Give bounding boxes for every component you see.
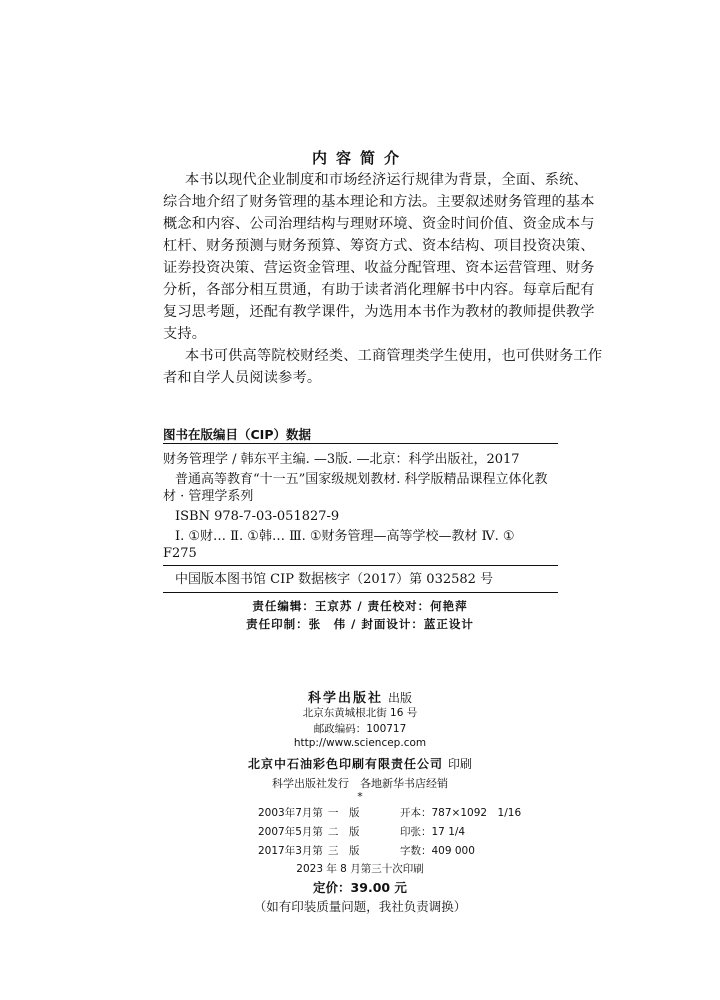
- publisher-suffix: 出版: [388, 691, 413, 705]
- synopsis-line: 本书以现代企业制度和市场经济运行规律为背景，全面、系统、: [185, 172, 588, 188]
- cip-heading: 图书在版编目（CIP）数据: [163, 427, 311, 442]
- publisher-website: http://www.sciencep.com: [293, 737, 427, 749]
- edition-date: 2017年3月第: [258, 845, 323, 857]
- separator-star: *: [357, 790, 363, 803]
- cip-isbn: ISBN 978-7-03-051827-9: [175, 509, 340, 524]
- price: 定价：39.00 元: [313, 880, 407, 895]
- publisher-name: 科学出版社: [307, 691, 383, 706]
- edition-spec: 印张：17 1/4: [400, 826, 466, 838]
- printer-suffix: 印刷: [448, 757, 473, 771]
- distribution-line: 科学出版社发行 各地新华书店经销: [272, 777, 448, 790]
- edition-number: 三 版: [328, 845, 360, 857]
- cip-title-line: 财务管理学 / 韩东平主编. —3版. —北京：科学出版社，2017: [163, 452, 520, 467]
- cip-classification: F275: [163, 546, 197, 561]
- edition-row: [258, 805, 521, 820]
- editor-credits: 责任编辑：王京苏 / 责任校对：何艳萍: [252, 599, 468, 613]
- synopsis-title: 内容简介: [311, 149, 408, 167]
- synopsis-line: 本书可供高等院校财经类、工商管理类学生使用，也可供财务工作: [185, 348, 603, 364]
- synopsis-line: 者和自学人员阅读参考。: [163, 370, 322, 386]
- production-credits: 责任印制：张 伟 / 封面设计：蓝正设计: [246, 617, 474, 631]
- synopsis-line: 概念和内容、公司治理结构与理财环境、资金时间价值、资金成本与: [163, 216, 595, 232]
- printer-name: 北京中石油彩色印刷有限责任公司: [247, 757, 443, 771]
- cip-middle-rule: [163, 565, 558, 566]
- publisher-postcode: 邮政编码：100717: [313, 723, 407, 735]
- synopsis-line: 证券投资决策、营运资金管理、收益分配管理、资本运营管理、财务: [163, 260, 595, 276]
- printing-line: 2023 年 8 月第三十次印刷: [296, 863, 424, 875]
- edition-number: 一 版: [328, 807, 360, 819]
- synopsis-line: 杠杆、财务预测与财务预算、筹资方式、资本结构、项目投资决策、: [163, 238, 595, 254]
- cip-top-rule: [163, 443, 558, 444]
- synopsis-line: 复习思考题，还配有教学课件，为选用本书作为教材的教师提供教学: [163, 304, 595, 320]
- edition-spec: 开本：787×1092 1/16: [400, 807, 522, 819]
- publisher-address: 北京东黄城根北街 16 号: [302, 707, 418, 719]
- edition-number: 二 版: [328, 826, 360, 838]
- edition-date: 2007年5月第: [258, 826, 323, 838]
- cip-classification: Ⅰ. ①财… Ⅱ. ①韩… Ⅲ. ①财务管理—高等学校—教材 Ⅳ. ①: [175, 529, 515, 544]
- cip-series-line: 材 · 管理学系列: [163, 489, 254, 504]
- edition-row: [258, 843, 475, 858]
- edition-row: [258, 824, 465, 839]
- quality-notice: （如有印装质量问题，我社负责调换）: [253, 899, 467, 914]
- printer-line: [0, 753, 720, 772]
- publisher-line: [0, 687, 720, 706]
- synopsis-line: 支持。: [163, 326, 207, 342]
- synopsis-line: 分析，各部分相互贯通，有助于读者消化理解书中内容。每章后配有: [163, 282, 595, 298]
- edition-spec: 字数：409 000: [400, 845, 475, 857]
- cip-number: 中国版本图书馆 CIP 数据核字（2017）第 032582 号: [175, 572, 494, 587]
- cip-bottom-rule: [163, 592, 558, 593]
- edition-date: 2003年7月第: [258, 807, 323, 819]
- synopsis-line: 综合地介绍了财务管理的基本理论和方法。主要叙述财务管理的基本: [163, 194, 595, 210]
- cip-series-line: 普通高等教育“十一五”国家级规划教材. 科学版精品课程立体化教: [175, 472, 548, 487]
